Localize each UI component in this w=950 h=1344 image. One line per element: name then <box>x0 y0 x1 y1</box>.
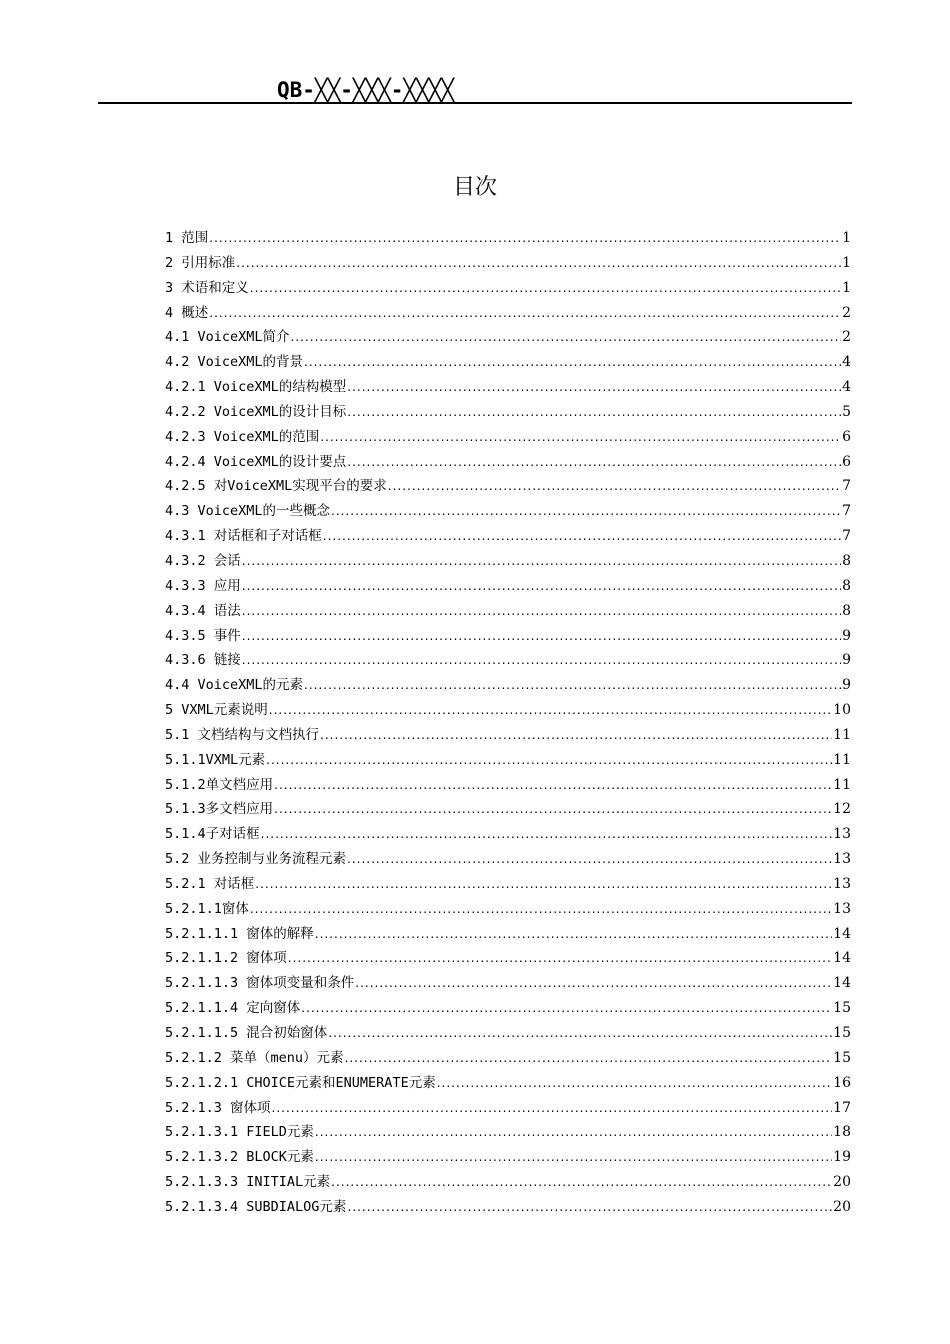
toc-entry-label: 4.3.5 事件 <box>165 627 241 644</box>
toc-entry[interactable] <box>165 1195 851 1220</box>
toc-entry-page: 13 <box>833 900 851 917</box>
toc-leader-dots <box>274 797 832 822</box>
toc-entry-page: 14 <box>833 950 851 967</box>
toc-leader-dots <box>320 723 832 748</box>
toc-leader-dots <box>315 922 832 947</box>
toc-entry[interactable] <box>165 549 851 574</box>
toc-entry[interactable] <box>165 922 851 947</box>
toc-entry-page: 7 <box>842 528 851 545</box>
toc-leader-dots <box>242 624 841 649</box>
toc-entry[interactable] <box>165 946 851 971</box>
toc-entry-label: 5.1.3多文档应用 <box>165 801 274 818</box>
toc-leader-dots <box>347 450 841 475</box>
toc-entry-label: 1 范围 <box>165 230 209 246</box>
toc-entry-label: 4.2.5 对VoiceXML实现平台的要求 <box>165 478 387 495</box>
toc-leader-dots <box>269 698 832 723</box>
toc-leader-dots <box>291 325 842 350</box>
toc-entry-page: 13 <box>833 826 851 843</box>
toc-entry[interactable] <box>165 1096 851 1121</box>
toc-leader-dots <box>388 474 841 499</box>
toc-entry[interactable] <box>165 325 851 350</box>
toc-leader-dots <box>272 1096 833 1121</box>
toc-leader-dots <box>250 897 832 922</box>
toc-entry-label: 4.2.4 VoiceXML的设计要点 <box>165 453 347 470</box>
toc-entry[interactable] <box>165 350 851 375</box>
toc-leader-dots <box>301 996 832 1021</box>
toc-entry-label: 4.3.3 应用 <box>165 577 241 594</box>
toc-entry[interactable] <box>165 524 851 549</box>
toc-entry-page: 13 <box>833 875 851 892</box>
toc-entry-page: 16 <box>833 1074 851 1091</box>
toc-entry[interactable] <box>165 450 851 475</box>
toc-entry-page: 19 <box>833 1149 851 1166</box>
toc-entry[interactable] <box>165 723 851 748</box>
toc-leader-dots <box>209 226 841 251</box>
toc-leader-dots <box>242 648 841 673</box>
toc-entry-page: 6 <box>842 453 851 470</box>
toc-entry-page: 9 <box>842 627 851 644</box>
toc-leader-dots <box>315 1120 832 1145</box>
toc-entry-page: 6 <box>842 428 851 445</box>
toc-entry-page: 9 <box>842 652 851 669</box>
toc-entry-page: 2 <box>842 329 851 346</box>
toc-entry-page: 8 <box>842 552 851 569</box>
toc-leader-dots <box>236 251 841 276</box>
toc-entry[interactable] <box>165 773 851 798</box>
toc-entry-label: 5.2.1.1.4 定向窗体 <box>165 1000 301 1017</box>
toc-entry-label: 4.2 VoiceXML的背景 <box>165 354 304 371</box>
toc-leader-dots <box>345 1046 833 1071</box>
toc-entry-page: 7 <box>842 478 851 495</box>
toc-entry-page: 20 <box>833 1198 851 1215</box>
toc-entry-label: 4.3.1 对话框和子对话框 <box>165 528 322 545</box>
toc-entry[interactable] <box>165 474 851 499</box>
toc-entry-page: 5 <box>842 403 851 420</box>
toc-entry-page: 11 <box>833 751 851 768</box>
toc-leader-dots <box>255 872 832 897</box>
toc-entry-label: 5.2.1.3.4 SUBDIALOG元素 <box>165 1198 347 1215</box>
toc-leader-dots <box>347 375 841 400</box>
toc-entry[interactable] <box>165 1046 851 1071</box>
toc-entry[interactable] <box>165 872 851 897</box>
toc-entry[interactable] <box>165 822 851 847</box>
toc-leader-dots <box>347 400 841 425</box>
toc-entry-label: 5.1 文档结构与文档执行 <box>165 726 320 743</box>
toc-entry[interactable] <box>165 375 851 400</box>
toc-entry-page: 9 <box>842 677 851 694</box>
toc-entry[interactable] <box>165 847 851 872</box>
toc-leader-dots <box>320 425 841 450</box>
toc-entry[interactable] <box>165 971 851 996</box>
page-title: 目次 <box>452 175 497 200</box>
table-of-contents <box>165 226 851 1220</box>
toc-entry[interactable] <box>165 624 851 649</box>
toc-entry-page: 4 <box>842 379 851 396</box>
toc-entry-page: 14 <box>833 925 851 942</box>
header-rule <box>98 102 852 104</box>
toc-leader-dots <box>250 276 841 301</box>
toc-entry-label: 4.3.2 会话 <box>165 552 241 569</box>
toc-entry-label: 5 VXML元素说明 <box>165 702 268 719</box>
toc-entry-page: 13 <box>833 851 851 868</box>
toc-entry[interactable] <box>165 251 851 276</box>
toc-entry[interactable] <box>165 797 851 822</box>
toc-leader-dots <box>266 748 832 773</box>
toc-leader-dots <box>323 524 841 549</box>
toc-leader-dots <box>242 599 841 624</box>
document-code: QB-╳╳-╳╳╳-╳╳╳╳ <box>277 78 455 102</box>
toc-leader-dots <box>261 822 833 847</box>
toc-entry[interactable] <box>165 226 851 251</box>
toc-entry-label: 5.2.1.3.3 INITIAL元素 <box>165 1174 331 1191</box>
toc-leader-dots <box>209 301 841 326</box>
toc-entry-page: 1 <box>842 279 851 296</box>
toc-entry-label: 5.2.1.2 菜单（menu）元素 <box>165 1049 344 1066</box>
toc-entry[interactable] <box>165 698 851 723</box>
toc-entry[interactable] <box>165 1021 851 1046</box>
toc-entry-label: 5.2.1.3 窗体项 <box>165 1099 271 1116</box>
toc-entry[interactable] <box>165 673 851 698</box>
toc-entry-page: 20 <box>833 1174 851 1191</box>
toc-leader-dots <box>315 1145 832 1170</box>
toc-entry[interactable] <box>165 1145 851 1170</box>
toc-entry-page: 15 <box>833 1025 851 1041</box>
toc-entry-label: 5.2.1.1.5 混合初始窗体 <box>165 1025 328 1041</box>
toc-entry-label: 5.1.1VXML元素 <box>165 751 266 768</box>
toc-entry-label: 4.2.3 VoiceXML的范围 <box>165 428 320 445</box>
toc-leader-dots <box>242 574 841 599</box>
toc-entry-label: 5.2.1 对话框 <box>165 875 255 892</box>
toc-leader-dots <box>347 847 832 872</box>
toc-entry-label: 4.4 VoiceXML的元素 <box>165 677 304 694</box>
toc-entry[interactable] <box>165 996 851 1021</box>
toc-entry-label: 4 概述 <box>165 304 209 321</box>
toc-entry[interactable] <box>165 748 851 773</box>
toc-entry-page: 15 <box>833 1000 851 1017</box>
toc-entry-label: 5.2.1.1窗体 <box>165 900 249 917</box>
toc-entry-label: 4.2.1 VoiceXML的结构模型 <box>165 379 347 396</box>
toc-entry[interactable] <box>165 301 851 326</box>
toc-leader-dots <box>304 673 841 698</box>
toc-entry[interactable] <box>165 599 851 624</box>
toc-leader-dots <box>274 773 832 798</box>
toc-entry[interactable] <box>165 1120 851 1145</box>
toc-entry-page: 7 <box>842 503 851 520</box>
toc-entry[interactable] <box>165 499 851 524</box>
toc-entry[interactable] <box>165 1071 851 1096</box>
toc-entry-label: 5.2.1.3.2 BLOCK元素 <box>165 1149 314 1166</box>
toc-leader-dots <box>328 1021 832 1046</box>
toc-leader-dots <box>437 1071 832 1096</box>
toc-entry-label: 5.1.4子对话框 <box>165 826 260 843</box>
toc-entry-label: 4.3.4 语法 <box>165 602 241 619</box>
toc-entry-label: 4.3.6 链接 <box>165 652 241 669</box>
toc-entry-label: 5.2.1.3.1 FIELD元素 <box>165 1124 314 1141</box>
toc-entry[interactable] <box>165 1170 851 1195</box>
toc-entry-label: 4.2.2 VoiceXML的设计目标 <box>165 403 347 420</box>
toc-entry-label: 2 引用标准 <box>165 254 236 271</box>
toc-entry-label: 5.1.2单文档应用 <box>165 776 274 793</box>
toc-entry-label: 5.2 业务控制与业务流程元素 <box>165 851 347 868</box>
toc-entry[interactable] <box>165 425 851 450</box>
toc-entry-page: 2 <box>842 304 851 321</box>
toc-entry-label: 5.2.1.1.2 窗体项 <box>165 950 287 967</box>
toc-leader-dots <box>242 549 841 574</box>
toc-entry-page: 15 <box>833 1049 851 1066</box>
toc-entry-page: 14 <box>833 975 851 992</box>
toc-entry-page: 1 <box>842 230 851 246</box>
toc-entry-page: 10 <box>833 702 851 719</box>
toc-entry[interactable] <box>165 276 851 301</box>
toc-entry[interactable] <box>165 648 851 673</box>
toc-entry-label: 3 术语和定义 <box>165 279 249 296</box>
toc-entry-label: 4.1 VoiceXML简介 <box>165 329 290 346</box>
toc-entry[interactable] <box>165 400 851 425</box>
toc-entry-label: 4.3 VoiceXML的一些概念 <box>165 503 331 520</box>
toc-leader-dots <box>347 1195 832 1220</box>
toc-entry-label: 5.2.1.1.3 窗体项变量和条件 <box>165 975 355 992</box>
toc-entry-page: 8 <box>842 602 851 619</box>
toc-entry[interactable] <box>165 574 851 599</box>
toc-entry-page: 4 <box>842 354 851 371</box>
toc-entry-page: 8 <box>842 577 851 594</box>
toc-entry-page: 18 <box>833 1124 851 1141</box>
toc-leader-dots <box>288 946 832 971</box>
toc-leader-dots <box>331 499 841 524</box>
toc-leader-dots <box>355 971 832 996</box>
toc-entry-label: 5.2.1.2.1 CHOICE元素和ENUMERATE元素 <box>165 1074 436 1091</box>
toc-entry-page: 17 <box>833 1099 851 1116</box>
toc-entry-page: 11 <box>833 776 851 793</box>
toc-leader-dots <box>304 350 841 375</box>
toc-entry-label: 5.2.1.1.1 窗体的解释 <box>165 925 314 942</box>
toc-entry-page: 11 <box>833 726 851 743</box>
toc-leader-dots <box>331 1170 832 1195</box>
toc-entry[interactable] <box>165 897 851 922</box>
toc-entry-page: 1 <box>842 254 851 271</box>
toc-entry-page: 12 <box>833 801 851 818</box>
